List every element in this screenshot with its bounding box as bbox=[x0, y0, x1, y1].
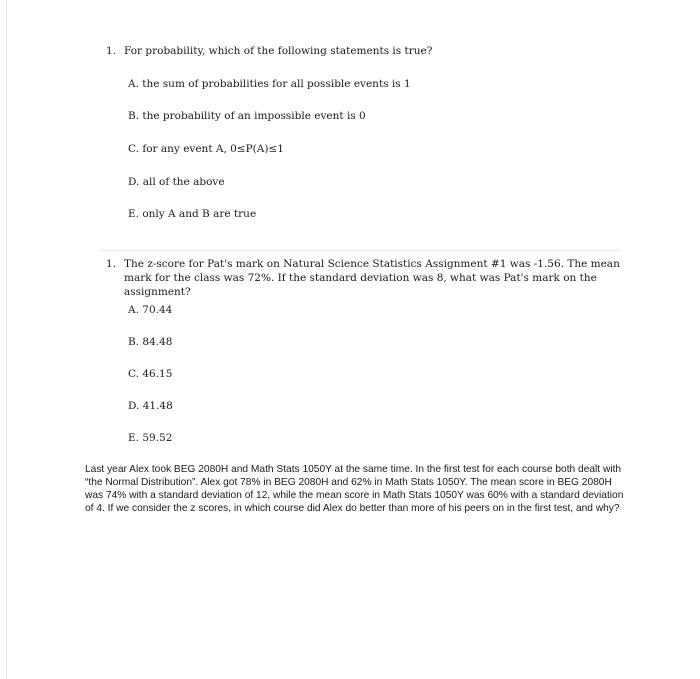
question-1-option-b: B. the probability of an impossible event is 0 bbox=[128, 110, 366, 122]
question-2-text: The z-score for Pat's mark on Natural Science Statistics Assignment #1 was -1.56. The mean mark for the class was 72%. If the standard deviation was 8, what was Pat's mark on the assignment? bbox=[124, 258, 620, 298]
question-1-option-d: D. all of the above bbox=[128, 176, 225, 188]
question-1 bbox=[106, 44, 666, 58]
question-1-text: For probability, which of the following statements is true? bbox=[124, 45, 433, 57]
question-2-option-b: B. 84.48 bbox=[128, 336, 173, 348]
question-1-option-a: A. the sum of probabilities for all possible events is 1 bbox=[128, 78, 411, 90]
question-3-text: Last year Alex took BEG 2080H and Math Stats 1050Y at the same time. In the first test for each course both dealt with “the Normal Distribution”. Alex got 78% in BEG 2080H and 62% in Math Stats 1050Y. The mean score in BEG 2080H was 74% with a standard deviation of 12, while the mean score in Math Stats 1050Y was 60% with a standard deviation of 4. If we consider the z scores, in which course did Alex do better than more of his peers on in the first test, and why? bbox=[85, 464, 624, 514]
section-divider bbox=[100, 250, 620, 251]
page-edge bbox=[6, 0, 7, 679]
question-1-option-c: C. for any event A, 0≤P(A)≤1 bbox=[128, 143, 284, 155]
question-1-option-e: E. only A and B are true bbox=[128, 208, 257, 220]
question-2-option-d: D. 41.48 bbox=[128, 400, 173, 412]
question-2-number: 1. bbox=[106, 258, 117, 270]
question-2-option-c: C. 46.15 bbox=[128, 368, 173, 380]
question-1-number: 1. bbox=[106, 45, 117, 57]
question-2-option-e: E. 59.52 bbox=[128, 432, 173, 444]
question-2 bbox=[106, 257, 626, 299]
question-2-option-a: A. 70.44 bbox=[128, 304, 173, 316]
